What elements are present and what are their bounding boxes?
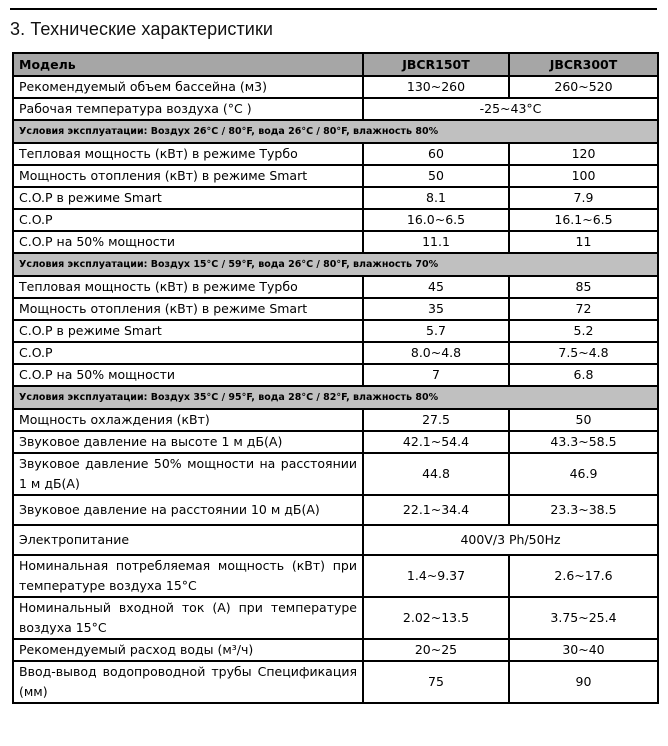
table-row: [13, 143, 658, 165]
table-row: [13, 495, 658, 525]
table-row: [13, 98, 658, 120]
row-label: Звуковое давление 50% мощности на расстоянии 1 м дБ(А): [13, 453, 363, 495]
row-label: Номинальный входной ток (А) при температуре воздуха 15°C: [13, 597, 363, 639]
row-label: C.O.P на 50% мощности: [13, 231, 363, 253]
row-label: Рекомендуемый объем бассейна (м3): [13, 76, 363, 98]
row-value-jbcr300t: 260~520: [509, 76, 658, 98]
row-value-jbcr300t: 23.3~38.5: [509, 495, 658, 525]
table-row: [13, 342, 658, 364]
row-label: Номинальная потребляемая мощность (кВт) при температуре воздуха 15°C: [13, 555, 363, 597]
row-value-jbcr150t: 8.1: [363, 187, 509, 209]
table-row: [13, 597, 658, 639]
header-jbcr300t: JBCR300T: [509, 53, 658, 76]
table-row: [13, 431, 658, 453]
row-value-merged: -25~43°C: [363, 98, 658, 120]
table-row: [13, 276, 658, 298]
row-value-jbcr300t: 7.5~4.8: [509, 342, 658, 364]
row-value-jbcr300t: 43.3~58.5: [509, 431, 658, 453]
row-value-jbcr300t: 16.1~6.5: [509, 209, 658, 231]
row-label: Мощность отопления (кВт) в режиме Smart: [13, 165, 363, 187]
row-value-jbcr150t: 75: [363, 661, 509, 703]
row-value-jbcr150t: 27.5: [363, 409, 509, 431]
table-row: [13, 661, 658, 703]
row-label: C.O.P в режиме Smart: [13, 320, 363, 342]
row-label: C.O.P: [13, 209, 363, 231]
section-conditions-label: Условия эксплуатации: Воздух 35°C / 95°F, вода 28°C / 82°F, влажность 80%: [13, 386, 658, 409]
section-conditions-label: Условия эксплуатации: Воздух 15°C / 59°F, вода 26°C / 80°F, влажность 70%: [13, 253, 658, 276]
table-row: [13, 76, 658, 98]
table-row: [13, 364, 658, 386]
row-value-jbcr150t: 11.1: [363, 231, 509, 253]
table-row: [13, 320, 658, 342]
row-label: Ввод-вывод водопроводной трубы Спецификация (мм): [13, 661, 363, 703]
row-value-jbcr300t: 7.9: [509, 187, 658, 209]
row-value-jbcr150t: 2.02~13.5: [363, 597, 509, 639]
section-row: [13, 120, 658, 143]
row-value-jbcr150t: 7: [363, 364, 509, 386]
spec-table: [12, 52, 659, 704]
table-row: [13, 409, 658, 431]
row-value-jbcr300t: 46.9: [509, 453, 658, 495]
row-value-jbcr300t: 120: [509, 143, 658, 165]
row-label: Рабочая температура воздуха (°C ): [13, 98, 363, 120]
row-label: Рекомендуемый расход воды (м³/ч): [13, 639, 363, 661]
row-label: C.O.P в режиме Smart: [13, 187, 363, 209]
row-value-jbcr150t: 22.1~34.4: [363, 495, 509, 525]
row-value-jbcr150t: 35: [363, 298, 509, 320]
table-row: [13, 209, 658, 231]
section-row: [13, 386, 658, 409]
row-value-jbcr300t: 2.6~17.6: [509, 555, 658, 597]
row-label: Звуковое давление на расстоянии 10 м дБ(А): [13, 495, 363, 525]
row-value-jbcr150t: 50: [363, 165, 509, 187]
row-value-jbcr150t: 130~260: [363, 76, 509, 98]
row-value-jbcr300t: 85: [509, 276, 658, 298]
row-label: Мощность отопления (кВт) в режиме Smart: [13, 298, 363, 320]
row-label: Электропитание: [13, 525, 363, 555]
table-row: [13, 165, 658, 187]
top-rule: [10, 8, 657, 10]
row-value-jbcr150t: 1.4~9.37: [363, 555, 509, 597]
row-value-jbcr150t: 42.1~54.4: [363, 431, 509, 453]
table-row: [13, 187, 658, 209]
row-value-jbcr300t: 90: [509, 661, 658, 703]
row-value-jbcr300t: 30~40: [509, 639, 658, 661]
table-row: [13, 453, 658, 495]
row-label: C.O.P: [13, 342, 363, 364]
row-label: Тепловая мощность (кВт) в режиме Турбо: [13, 276, 363, 298]
section-title: 3. Технические характеристики: [10, 19, 274, 39]
row-value-jbcr150t: 44.8: [363, 453, 509, 495]
table-header-row: [13, 53, 658, 76]
row-value-jbcr150t: 45: [363, 276, 509, 298]
table-row: [13, 298, 658, 320]
row-label: Мощность охлаждения (кВт): [13, 409, 363, 431]
row-label: Тепловая мощность (кВт) в режиме Турбо: [13, 143, 363, 165]
table-row: [13, 231, 658, 253]
section-row: [13, 253, 658, 276]
row-value-jbcr300t: 100: [509, 165, 658, 187]
row-value-jbcr300t: 5.2: [509, 320, 658, 342]
row-value-jbcr300t: 6.8: [509, 364, 658, 386]
row-value-jbcr300t: 72: [509, 298, 658, 320]
row-value-jbcr150t: 16.0~6.5: [363, 209, 509, 231]
row-value-jbcr150t: 8.0~4.8: [363, 342, 509, 364]
table-row: [13, 525, 658, 555]
row-label: C.O.P на 50% мощности: [13, 364, 363, 386]
row-value-jbcr300t: 50: [509, 409, 658, 431]
table-row: [13, 555, 658, 597]
row-value-jbcr150t: 60: [363, 143, 509, 165]
header-jbcr150t: JBCR150T: [363, 53, 509, 76]
row-value-jbcr300t: 11: [509, 231, 658, 253]
header-model: Модель: [13, 53, 363, 76]
row-value-jbcr150t: 20~25: [363, 639, 509, 661]
row-label: Звуковое давление на высоте 1 м дБ(А): [13, 431, 363, 453]
row-value-jbcr150t: 5.7: [363, 320, 509, 342]
table-row: [13, 639, 658, 661]
row-value-jbcr300t: 3.75~25.4: [509, 597, 658, 639]
row-value-merged: 400V/3 Ph/50Hz: [363, 525, 658, 555]
section-conditions-label: Условия эксплуатации: Воздух 26°C / 80°F, вода 26°C / 80°F, влажность 80%: [13, 120, 658, 143]
